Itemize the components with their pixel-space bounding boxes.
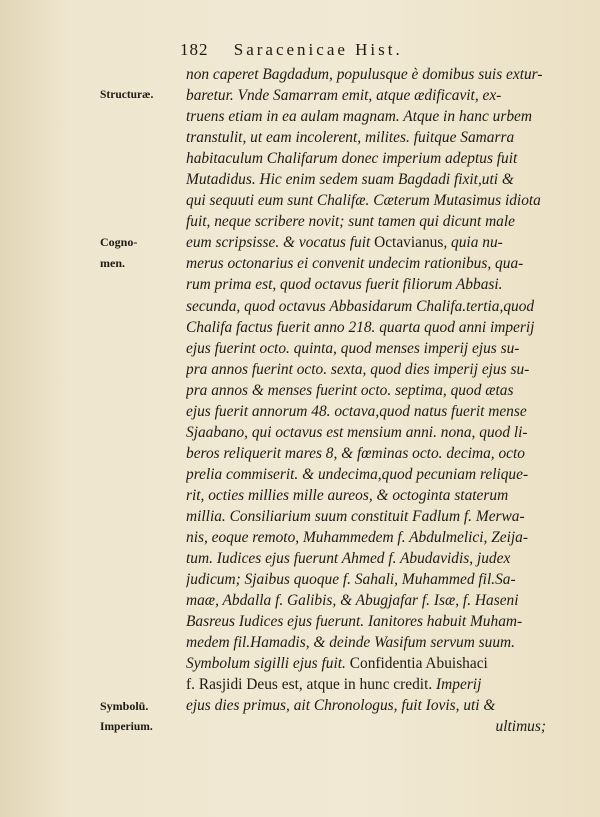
italic-text-segment: Symbolum sigilli ejus fuit.: [186, 655, 350, 673]
body-text: [186, 64, 546, 738]
text-line: [186, 232, 546, 253]
text-line: [186, 127, 546, 148]
italic-text-segment: baretur. Vnde Samarram emit, atque ædificavit, ex-: [186, 87, 502, 105]
italic-text-segment: millia. Consiliarium suum constituit Fadlum f. Merwa-: [186, 507, 525, 525]
text-line: [186, 611, 546, 632]
italic-text-segment: prelia commiserit. & undecima,quod pecuniam relique-: [186, 465, 529, 483]
italic-text-segment: rit, octies millies mille aureos, & octoginta staterum: [186, 486, 509, 504]
italic-text-segment: beros reliquerit mares 8, & fœminas octo. decima, octo: [186, 444, 525, 462]
italic-text-segment: medem fil.Hamadis, & deinde Wasifum servum suum.: [186, 634, 516, 652]
italic-text-segment: habitaculum Chalifarum donec imperium adeptus fuit: [186, 150, 518, 168]
italic-text-segment: Mutadidus. Hic enim sedem suam Bagdadi fixit,uti &: [186, 171, 514, 189]
italic-text-segment: ejus fuerit annorum 48. octava,quod natus fuerit mense: [186, 402, 527, 420]
italic-text-segment: fuit, neque scribere novit; sunt tamen qui dicunt male: [186, 213, 515, 231]
italic-text-segment: Chalifa factus fuerit anno 218. quarta quod anni imperij: [186, 318, 535, 336]
italic-text-segment: maæ, Abdalla f. Galibis, & Abugjafar f. Isæ, f. Haseni: [186, 592, 519, 610]
italic-text-segment: secunda, quod octavus Abbasidarum Chalifa.tertia,quod: [186, 297, 535, 315]
text-line: [186, 338, 546, 359]
italic-text-segment: tum. Iudices ejus fuerunt Ahmed f. Abudavidis, judex: [186, 550, 511, 568]
text-line: [186, 674, 546, 695]
italic-text-segment: merus octonarius ei convenit undecim rationibus, qua-: [186, 255, 524, 273]
italic-text-segment: judicum; Sjaibus quoque f. Sahali, Muhammed fil.Sa-: [186, 571, 516, 589]
text-line: [186, 569, 546, 590]
text-line: [186, 506, 546, 527]
margin-note: Symbolū.: [100, 698, 149, 713]
text-line: [186, 695, 546, 716]
margin-note: Structuræ.: [100, 89, 154, 102]
margin-note: Cogno-: [100, 235, 138, 250]
text-line: [186, 274, 546, 295]
italic-text-segment: qui sequuti eum sunt Chalifæ. Cæterum Mutasimus idiota: [186, 192, 541, 210]
text-line: [186, 422, 546, 443]
text-line: [186, 148, 546, 169]
text-line: [186, 380, 546, 401]
italic-text-segment: non caperet Bagdadum, populusque è domibus suis extur-: [186, 66, 543, 83]
page-header: [180, 40, 540, 60]
text-line: [186, 632, 546, 653]
italic-text-segment: transtulit, ut eam incolerent, milites. fuitque Samarra: [186, 129, 515, 147]
page-number: 182: [180, 40, 209, 59]
italic-text-segment: rum prima est, quod octavus fuerit filiorum Abbasi.: [186, 276, 503, 294]
text-line: [186, 485, 546, 506]
text-line: [186, 527, 546, 548]
text-line: [186, 64, 546, 85]
italic-text-segment: pra annos & menses fuerint octo. septima, quod ætas: [186, 381, 514, 399]
italic-text-segment: pra annos fuerint octo. sexta, quod dies imperij ejus su-: [186, 360, 530, 378]
italic-text-segment: Basreus Iudices ejus fuerunt. Ianitores habuit Muham-: [186, 613, 523, 631]
text-line: [186, 401, 546, 422]
text-line: [186, 190, 546, 211]
roman-text-segment: Octavianus: [374, 234, 444, 252]
text-line: [186, 296, 546, 317]
italic-text-segment: truens etiam in ea aulam magnam. Atque in hanc urbem: [186, 108, 532, 126]
text-line: [186, 85, 546, 106]
roman-text-segment: f. Rasjidi Deus est, atque in hunc credit.: [186, 676, 433, 694]
italic-text-segment: ultimus;: [495, 718, 546, 736]
text-line: [186, 106, 546, 127]
italic-text-segment: ejus fuerint octo. quinta, quod menses imperij ejus su-: [186, 339, 520, 357]
margin-note: men.: [100, 256, 125, 271]
text-line: [186, 548, 546, 569]
italic-text-segment: , quia nu-: [443, 234, 503, 252]
text-line: [186, 211, 546, 232]
italic-text-segment: ejus dies primus, ait Chronologus, fuit Iovis, uti &: [186, 697, 496, 715]
text-line: [186, 169, 546, 190]
text-line: [186, 653, 546, 674]
text-line: [186, 443, 546, 464]
text-line: [186, 590, 546, 611]
italic-text-segment: nis, eoque remoto, Muhammedem f. Abdulmelici, Zeija-: [186, 529, 528, 547]
text-line: [186, 359, 546, 380]
roman-text-segment: Confidentia Abuishaci: [349, 655, 488, 673]
italic-text-segment: Sjaabano, qui octavus est mensium anni. nona, quod li-: [186, 423, 528, 441]
italic-text-segment: eum scripsisse. & vocatus fuit: [186, 234, 375, 252]
text-line: [186, 317, 546, 338]
text-line: [186, 464, 546, 485]
text-line: [186, 253, 546, 274]
running-title: Saracenicae Hist.: [233, 40, 403, 59]
text-line: [186, 716, 546, 737]
margin-note: Imperium.: [100, 720, 153, 733]
italic-text-segment: Imperij: [432, 676, 482, 694]
